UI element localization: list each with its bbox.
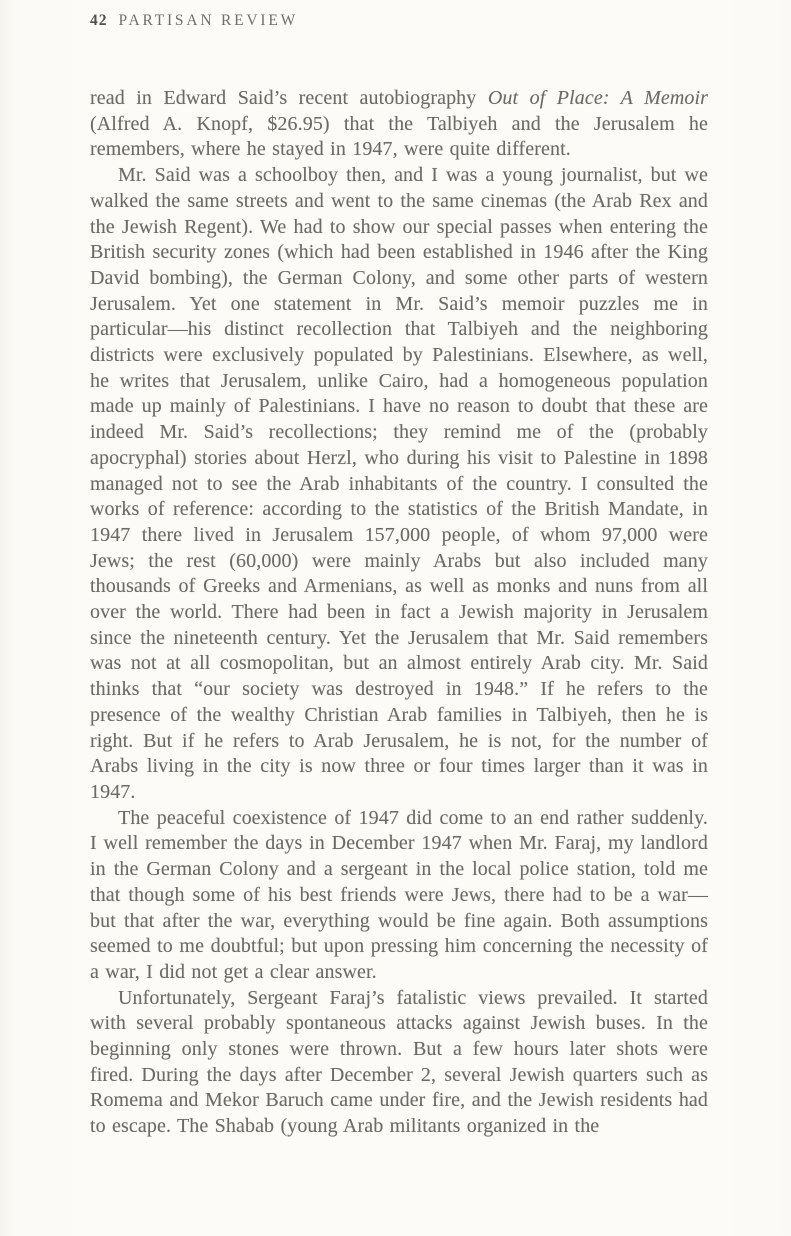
paragraph-3: The peaceful coexistence of 1947 did come to an end rather suddenly. I well remember the days in December 1947 when Mr. Faraj, my landlord in the German Colony and a sergeant in the local police station, told me that though some of his best friends were Jews, there had to be a war—but that after the war, everything would be fine again. Both assumptions seemed to me doubtful; but upon pressing him concerning the necessity of a war, I did not get a clear answer.	[90, 806, 708, 983]
paragraph-4: Unfortunately, Sergeant Faraj’s fatalistic views prevailed. It started with several probably spontaneous attacks against Jewish buses. In the beginning only stones were thrown. But a few hours later shots were fired. During the days after December 2, several Jewish quarters such as Romema and Mekor Baruch came under fire, and the Jewish residents had to escape. The Shabab (young Arab militants organized in the	[90, 986, 708, 1138]
paragraph-1-text-after-title: (Alfred A. Knopf, $26.95) that the Talbiyeh and the Jerusalem he remembers, where he stayed in 1947, were quite different.	[90, 112, 708, 161]
page-header	[90, 12, 298, 30]
paragraph-1-text-before-title: read in Edward Said’s recent autobiography	[90, 87, 488, 109]
paragraph-2: Mr. Said was a schoolboy then, and I was a young journalist, but we walked the same streets and went to the same cinemas (the Arab Rex and the Jewish Regent). We had to show our special passes when entering the British security zones (which had been established in 1946 after the King David bombing), the German Colony, and some other parts of western Jerusalem. Yet one statement in Mr. Said’s memoir puzzles me in particular—his distinct recollection that Talbiyeh and the neighboring districts were exclusively populated by Palestinians. Elsewhere, as well, he writes that Jerusalem, unlike Cairo, had a homogeneous population made up mainly of Palestinians. I have no reason to doubt that these are indeed Mr. Said’s recollections; they remind me of the (probably apocryphal) stories about Herzl, who during his visit to Palestine in 1898 managed not to see the Arab inhabitants of the country. I consulted the works of reference: according to the statistics of the British Mandate, in 1947 there lived in Jerusalem 157,000 people, of whom 97,000 were Jews; the rest (60,000) were mainly Arabs but also included many thousands of Greeks and Armenians, as well as monks and nuns from all over the world. There had been in fact a Jewish majority in Jerusalem since the nineteenth century. Yet the Jerusalem that Mr. Said remembers was not at all cosmopolitan, but an almost entirely Arab city. Mr. Said thinks that “our society was destroyed in 1948.” If he refers to the presence of the wealthy Christian Arab families in Talbiyeh, then he is right. But if he refers to Arab Jerusalem, he is not, for the number of Arabs living in the city is now three or four times larger than it was in 1947.	[90, 164, 708, 803]
paragraph-1	[90, 86, 708, 163]
article-text	[90, 86, 708, 1140]
book-title-italic: Out of Place: A Memoir	[487, 87, 708, 109]
page-number: 42	[90, 12, 108, 29]
journal-title: PARTISAN REVIEW	[118, 12, 299, 29]
